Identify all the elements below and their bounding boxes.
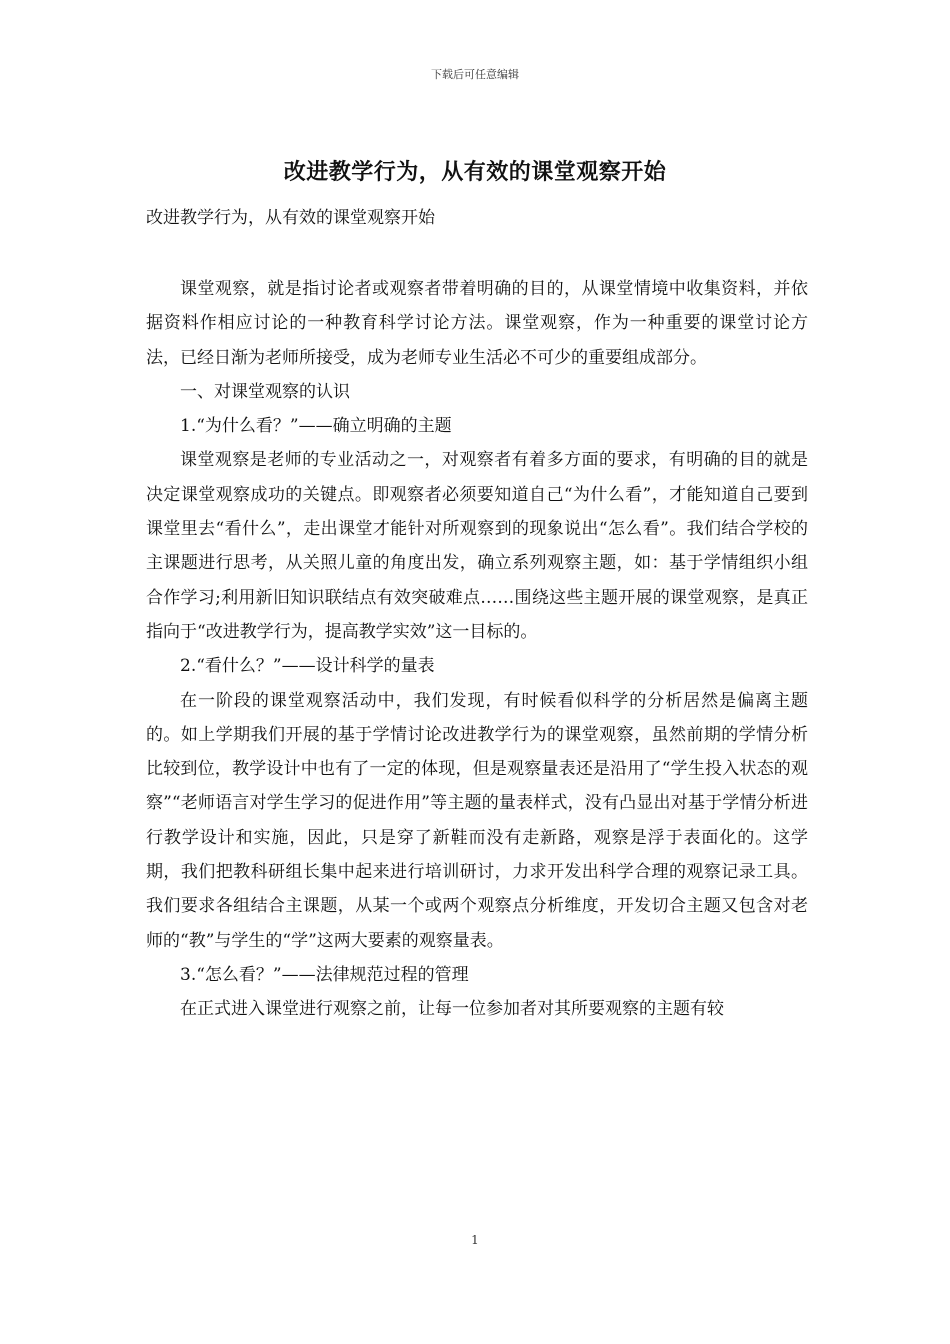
page-number: 1 (471, 1233, 479, 1247)
subheading-why-look: 1.“为什么看？”——确立明确的主题 (180, 416, 452, 437)
section-heading-1: 一、对课堂观察的认识 (180, 381, 350, 402)
subheading-how-to-look: 3.“怎么看？”——法律规范过程的管理 (180, 964, 469, 985)
paragraph-how-to-look: 在正式进入课堂进行观察之前，让每一位参加者对其所要观察的主题有较 (180, 999, 724, 1020)
subheading-what-to-look: 2.“看什么？”——设计科学的量表 (180, 656, 435, 677)
paragraph-why-look: 课堂观察是老师的专业活动之一，对观察者有着多方面的要求，有明确的目的就是决定课堂观察成功的关键点。即观察者必须要知道自己“为什么看”，才能知道自己要到课堂里去“看什么”，走出课堂才能针对所观察到的现象说出“怎么看”。我们结合学校的主课题进行思考，从关照儿童的角度出发，确立系列观察主题，如：基于学情组织小组合作学习;利用新旧知识联结点有效突破难点……围绕这些主题开展的课堂观察，是真正指向于“改进教学行为，提高教学实效”这一目标的。 (146, 450, 808, 642)
document-body (146, 272, 808, 1027)
document-subtitle: 改进教学行为，从有效的课堂观察开始 (146, 208, 435, 228)
page-header-note: 下载后可任意编辑 (431, 68, 519, 81)
paragraph-intro: 课堂观察，就是指讨论者或观察者带着明确的目的，从课堂情境中收集资料，并依据资料作相应讨论的一种教育科学讨论方法。课堂观察，作为一种重要的课堂讨论方法，已经日渐为老师所接受，成为老师专业生活必不可少的重要组成部分。 (146, 279, 808, 368)
document-title: 改进教学行为，从有效的课堂观察开始 (283, 159, 667, 185)
paragraph-what-to-look: 在一阶段的课堂观察活动中，我们发现，有时候看似科学的分析居然是偏离主题的。如上学期我们开展的基于学情讨论改进教学行为的课堂观察，虽然前期的学情分析比较到位，教学设计中也有了一定的体现，但是观察量表还是沿用了“学生投入状态的观察”“老师语言对学生学习的促进作用”等主题的量表样式，没有凸显出对基于学情分析进行教学设计和实施，因此，只是穿了新鞋而没有走新路，观察是浮于表面化的。这学期，我们把教科研组长集中起来进行培训研讨，力求开发出科学合理的观察记录工具。我们要求各组结合主课题，从某一个或两个观察点分析维度，开发切合主题又包含对老师的“教”与学生的“学”这两大要素的观察量表。 (146, 690, 808, 951)
